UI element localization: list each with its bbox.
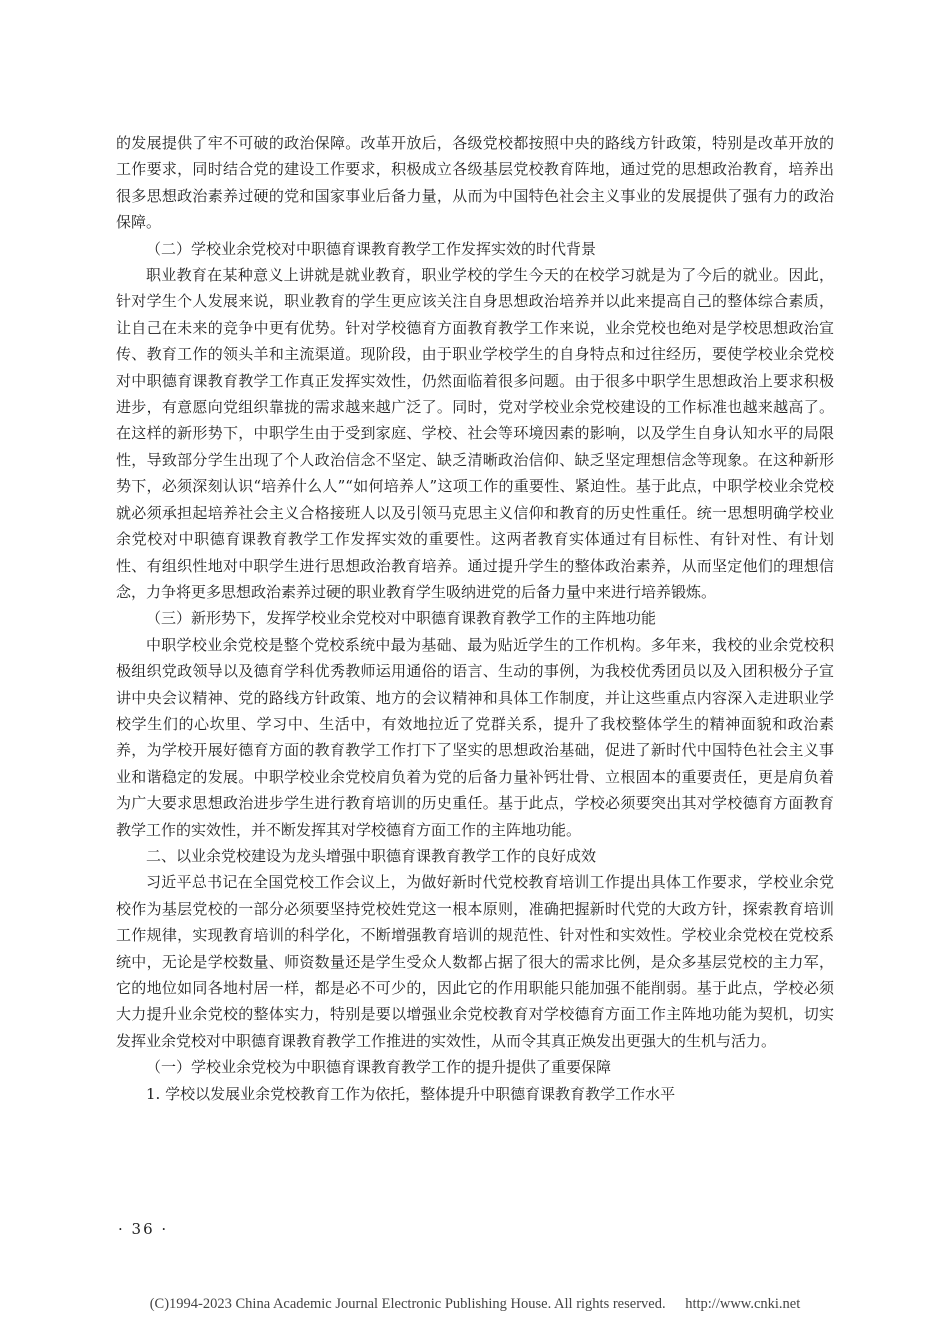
paragraph: 职业教育在某种意义上讲就是就业教育，职业学校的学生今天的在校学习就是为了今后的就业。因此，针对学生个人发展来说，职业教育的学生更应该关注自身思想政治培养并以此来提高自己的整体综合素质，让自己在未来的竞争中更有优势。针对学校德育方面教育教学工作来说，业余党校也绝对是学校思想政治宣传、教育工作的领头羊和主流渠道。现阶段，由于职业学校学生的自身特点和过往经历，要使学校业余党校对中职德育课教育教学工作真正发挥实效性，仍然面临着很多问题。由于很多中职学生思想政治上要求积极进步，有意愿向党组织靠拢的需求越来越广泛了。同时，党对学校业余党校建设的工作标准也越来越高了。在这样的新形势下，中职学生由于受到家庭、学校、社会等环境因素的影响，以及学生自身认知水平的局限性，导致部分学生出现了个人政治信念不坚定、缺乏清晰政治信仰、缺乏坚定理想信念等现象。在这种新形势下，必须深刻认识“培养什么人”“如何培养人”这项工作的重要性、紧迫性。基于此点，中职学校业余党校就必须承担起培养社会主义合格接班人以及引领马克思主义信仰和教育的历史性重任。统一思想明确学校业余党校对中职德育课教育教学工作发挥实效的重要性。这两者教育实体通过有目标性、有针对性、有计划性、有组织性地对中职学生进行思想政治教育培养。通过提升学生的整体政治素养，从而坚定他们的理想信念，力争将更多思想政治素养过硬的职业教育学生吸纳进党的后备力量中来进行培养锻炼。	[116, 266, 834, 601]
section-heading: （二）学校业余党校对中职德育课教育教学工作发挥实效的时代背景	[146, 239, 597, 258]
paragraph: 的发展提供了牢不可破的政治保障。改革开放后，各级党校都按照中央的路线方针政策，特别是改革开放的工作要求，同时结合党的建设工作要求，积极成立各级基层党校教育阵地，通过党的思想政治教育，培养出很多思想政治素养过硬的党和国家事业后备力量，从而为中国特色社会主义事业的发展提供了强有力的政治保障。	[116, 134, 834, 232]
page-number: · 36 ·	[118, 1220, 169, 1238]
paragraph: 中职学校业余党校是整个党校系统中最为基础、最为贴近学生的工作机构。多年来，我校的业余党校积极组织党政领导以及德育学科优秀教师运用通俗的语言、生动的事例，为我校优秀团员以及入团积极分子宣讲中央会议精神、党的路线方针政策、地方的会议精神和具体工作制度，并让这些重点内容深入走进职业学校学生们的心坎里、学习中、生活中，有效地拉近了党群关系，提升了我校整体学生的精神面貌和政治素养，为学校开展好德育方面的教育教学工作打下了坚实的思想政治基础，促进了新时代中国特色社会主义事业和谐稳定的发展。中职学校业余党校肩负着为党的后备力量补钙壮骨、立根固本的重要责任，更是肩负着为广大要求思想政治进步学生进行教育培训的历史重任。基于此点，学校必须要突出其对学校德育方面教育教学工作的实效性，并不断发挥其对学校德育方面工作的主阵地功能。	[116, 635, 834, 839]
section-heading: （三）新形势下，发挥学校业余党校对中职德育课教育教学工作的主阵地功能	[146, 609, 657, 628]
paragraph: 习近平总书记在全国党校工作会议上，为做好新时代党校教育培训工作提出具体工作要求，学校业余党校作为基层党校的一部分必须要坚持党校姓党这一根本原则，准确把握新时代党的大政方针，探索教育培训工作规律，实现教育培训的科学化，不断增强教育培训的规范性、针对性和实效性。学校业余党校在党校系统中，无论是学校数量、师资数量还是学生受众人数都占据了很大的需求比例，是众多基层党校的主力军，它的地位如同各地村居一样，都是必不可少的，因此它的作用职能只能加强不能削弱。基于此点，学校必须大力提升业余党校的整体实力，特别是要以增强业余党校教育对学校德育方面工作主阵地功能为契机，切实发挥业余党校对中职德育课教育教学工作推进的实效性，从而令其真正焕发出更强大的生机与活力。	[116, 873, 834, 1050]
footer-link[interactable]: http://www.cnki.net	[685, 1296, 801, 1312]
subsection-heading: 1. 学校以发展业余党校教育工作为依托，整体提升中职德育课教育教学工作水平	[146, 1084, 676, 1103]
article-body	[116, 130, 834, 1107]
footer	[0, 1296, 950, 1313]
copyright-text: (C)1994-2023 China Academic Journal Electronic Publishing House. All rights reserved.	[149, 1296, 666, 1312]
section-heading: 二、以业余党校建设为龙头增强中职德育课教育教学工作的良好成效	[146, 846, 597, 865]
section-heading: （一）学校业余党校为中职德育课教育教学工作的提升提供了重要保障	[146, 1058, 612, 1077]
